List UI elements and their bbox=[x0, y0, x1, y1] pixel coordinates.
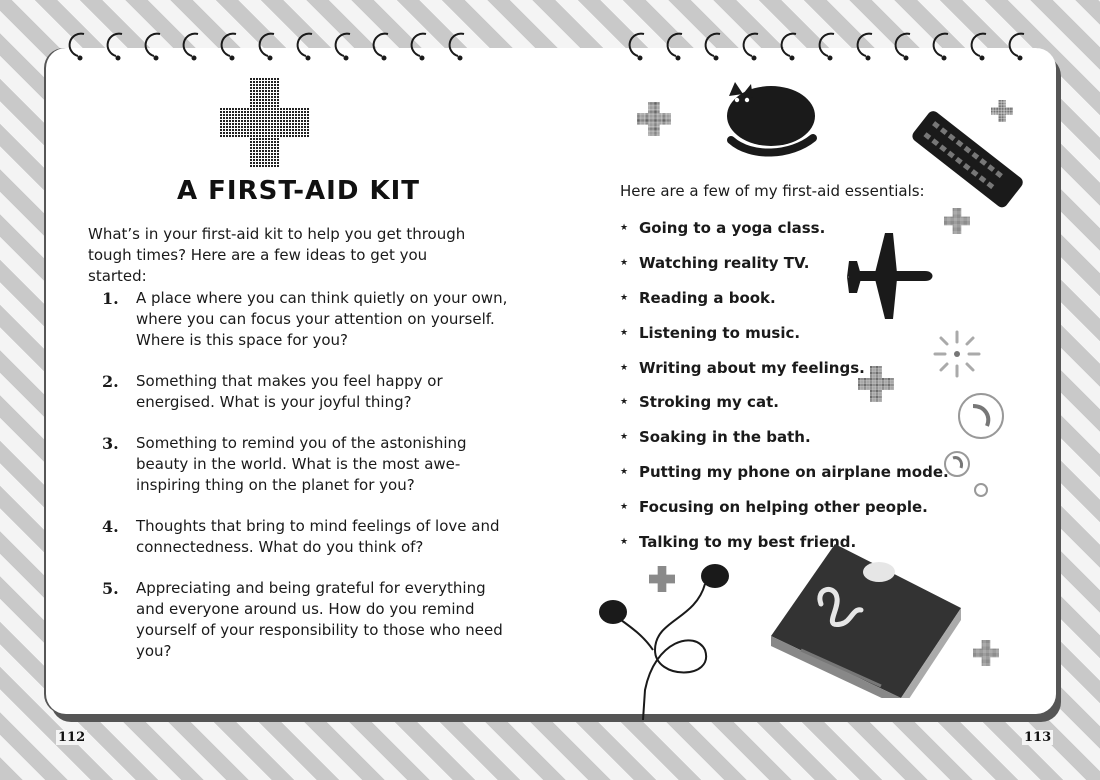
star-bullet-icon: ★ bbox=[620, 292, 629, 303]
star-bullet-icon: ★ bbox=[620, 258, 629, 269]
list-item bbox=[620, 420, 949, 455]
list-number: 4. bbox=[102, 517, 119, 536]
list-text: Soaking in the bath. bbox=[639, 428, 811, 447]
bath-bubble-icon bbox=[943, 392, 1013, 506]
page-title: A FIRST-AID KIT bbox=[176, 176, 421, 206]
star-bullet-icon: ★ bbox=[620, 223, 629, 234]
essentials-heading: Here are a few of my first-aid essentials: bbox=[620, 182, 925, 200]
list-item bbox=[88, 371, 508, 413]
ideas-list bbox=[88, 288, 508, 682]
list-item bbox=[620, 385, 949, 420]
star-bullet-icon: ★ bbox=[620, 362, 629, 373]
book-icon bbox=[761, 538, 961, 702]
list-text: Writing about my feelings. bbox=[639, 358, 865, 377]
star-bullet-icon: ★ bbox=[620, 397, 629, 408]
list-text: Reading a book. bbox=[639, 288, 776, 307]
sparkle-icon bbox=[931, 328, 983, 384]
list-text: Something to remind you of the astonishing beauty in the world. What is the most awe-inspiring thing on the planet for you? bbox=[136, 434, 467, 494]
list-text: Talking to my best friend. bbox=[639, 532, 857, 551]
list-item bbox=[88, 578, 508, 662]
list-item bbox=[88, 516, 508, 558]
list-item bbox=[88, 288, 508, 351]
list-text: Focusing on helping other people. bbox=[639, 497, 928, 516]
list-text: Stroking my cat. bbox=[639, 393, 779, 412]
intro-text: What’s in your first-aid kit to help you get through tough times? Here are a few ideas to get you started: bbox=[88, 225, 466, 285]
left-page bbox=[46, 48, 551, 714]
list-text: Thoughts that bring to mind feelings of love and connectedness. What do you think of? bbox=[136, 517, 500, 556]
list-text: A place where you can think quietly on your own, where you can focus your attention on yourself. Where is this space for you? bbox=[136, 289, 508, 349]
page-number-right: 113 bbox=[1024, 730, 1052, 745]
star-bullet-icon: ★ bbox=[620, 536, 629, 547]
list-number: 5. bbox=[102, 579, 119, 598]
list-text: Going to a yoga class. bbox=[639, 219, 826, 238]
cat-icon bbox=[721, 78, 821, 162]
right-page bbox=[551, 48, 1056, 714]
list-item bbox=[620, 489, 949, 524]
tv-remote-icon bbox=[901, 98, 1031, 222]
star-bullet-icon: ★ bbox=[620, 466, 629, 477]
small-cross-icon bbox=[858, 366, 894, 402]
list-text: Putting my phone on airplane mode. bbox=[639, 462, 949, 481]
list-number: 1. bbox=[102, 289, 119, 308]
airplane-icon bbox=[845, 233, 937, 327]
list-text: Something that makes you feel happy or energised. What is your joyful thing? bbox=[136, 372, 443, 411]
list-text: Watching reality TV. bbox=[639, 254, 810, 273]
list-item bbox=[620, 350, 949, 385]
earphones-icon bbox=[595, 560, 755, 724]
page-number-left: 112 bbox=[58, 730, 86, 745]
star-bullet-icon: ★ bbox=[620, 501, 629, 512]
list-text: Listening to music. bbox=[639, 323, 801, 342]
list-text: Appreciating and being grateful for everything and everyone around us. How do you remind yourself of your responsibility to those who need you? bbox=[136, 579, 503, 660]
first-aid-cross-icon bbox=[220, 78, 310, 168]
star-bullet-icon: ★ bbox=[620, 327, 629, 338]
list-number: 2. bbox=[102, 372, 119, 391]
list-item bbox=[88, 433, 508, 496]
star-bullet-icon: ★ bbox=[620, 432, 629, 443]
list-item bbox=[620, 455, 949, 490]
small-cross-icon bbox=[973, 640, 999, 666]
list-number: 3. bbox=[102, 434, 119, 453]
small-cross-icon bbox=[637, 102, 671, 136]
